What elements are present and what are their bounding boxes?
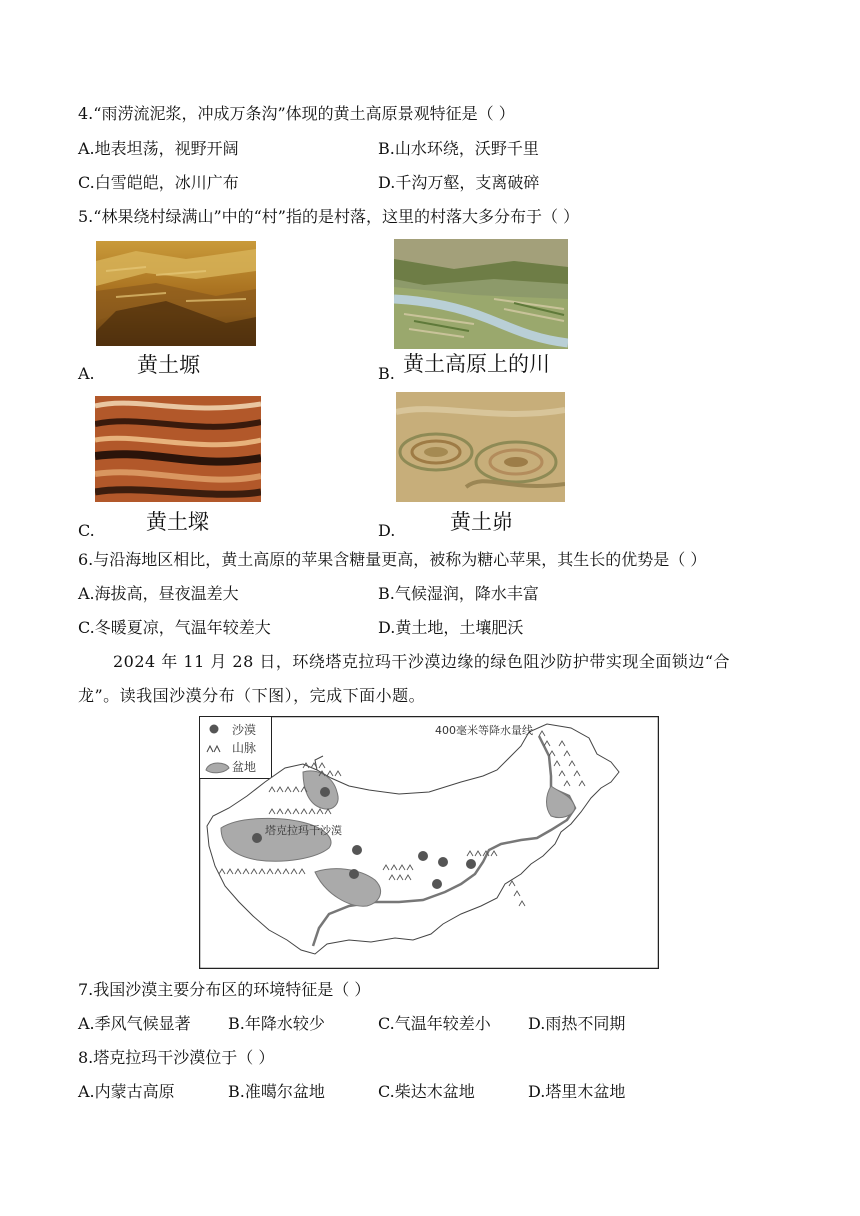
q4-option-d[interactable]: D.千沟万壑，支离破碎: [378, 173, 540, 192]
q6-option-d[interactable]: D.黄土地，土壤肥沃: [378, 618, 524, 637]
q5-caption-c: 黄土墚: [146, 510, 209, 534]
q7-option-d[interactable]: D.雨热不同期: [528, 1014, 626, 1033]
china-desert-map: [199, 716, 659, 969]
q5-caption-b: 黄土高原上的川: [403, 352, 550, 376]
legend-desert-icon: [210, 725, 219, 734]
isohyet-label: 400毫米等降水量线: [435, 724, 533, 737]
q7-option-a[interactable]: A.季风气候显著: [78, 1014, 191, 1033]
q4-option-a[interactable]: A.地表坦荡，视野开阔: [78, 139, 239, 158]
q4-stem: 4.“雨涝流泥浆，冲成万条沟”体现的黄土高原景观特征是（ ）: [78, 104, 515, 123]
q5-option-c-letter[interactable]: C.: [78, 521, 95, 540]
q5-caption-a: 黄土塬: [137, 353, 200, 377]
q5-stem: 5.“林果绕村绿满山”中的“村”指的是村落，这里的村落大多分布于（ ）: [78, 207, 580, 226]
q6-option-b[interactable]: B.气候湿润，降水丰富: [378, 584, 539, 603]
q7-stem: 7.我国沙漠主要分布区的环境特征是（ ）: [78, 980, 371, 999]
taklimakan-label: 塔克拉玛干沙漠: [265, 824, 342, 837]
legend-desert-label: 沙漠: [232, 723, 257, 737]
q6-option-c[interactable]: C.冬暖夏凉，气温年较差大: [78, 618, 271, 637]
q7-option-c[interactable]: C.气温年较差小: [378, 1014, 491, 1033]
q5-option-b-letter[interactable]: B.: [378, 364, 395, 383]
passage-line-2: 龙”。读我国沙漠分布（下图），完成下面小题。: [78, 686, 426, 705]
q8-stem: 8.塔克拉玛干沙漠位于（ ）: [78, 1048, 275, 1067]
q7-option-b[interactable]: B.年降水较少: [228, 1014, 325, 1033]
q6-stem: 6.与沿海地区相比，黄土高原的苹果含糖量更高，被称为糖心苹果，其生长的优势是（ ）: [78, 550, 707, 569]
legend-basin-label: 盆地: [232, 760, 257, 774]
loess-plateau-river-valley-photo[interactable]: [394, 239, 568, 349]
q5-caption-d: 黄土峁: [450, 510, 513, 534]
q5-option-d-letter[interactable]: D.: [378, 521, 396, 540]
passage-line-1: 2024 年 11 月 28 日，环绕塔克拉玛干沙漠边缘的绿色阻沙防护带实现全面锁边“合: [113, 652, 731, 671]
loess-ridge-photo[interactable]: [95, 396, 261, 502]
q8-option-a[interactable]: A.内蒙古高原: [78, 1082, 175, 1101]
q8-option-c[interactable]: C.柴达木盆地: [378, 1082, 475, 1101]
q8-option-d[interactable]: D.塔里木盆地: [528, 1082, 626, 1101]
legend-mountain-label: 山脉: [232, 741, 257, 755]
q4-option-c[interactable]: C.白雪皑皑，冰川广布: [78, 173, 239, 192]
q5-option-a-letter[interactable]: A.: [78, 364, 95, 383]
q8-option-b[interactable]: B.准噶尔盆地: [228, 1082, 325, 1101]
loess-tableland-photo[interactable]: [96, 241, 256, 346]
q4-option-b[interactable]: B.山水环绕，沃野千里: [378, 139, 539, 158]
q6-option-a[interactable]: A.海拔高，昼夜温差大: [78, 584, 239, 603]
loess-hill-photo[interactable]: [396, 392, 565, 502]
